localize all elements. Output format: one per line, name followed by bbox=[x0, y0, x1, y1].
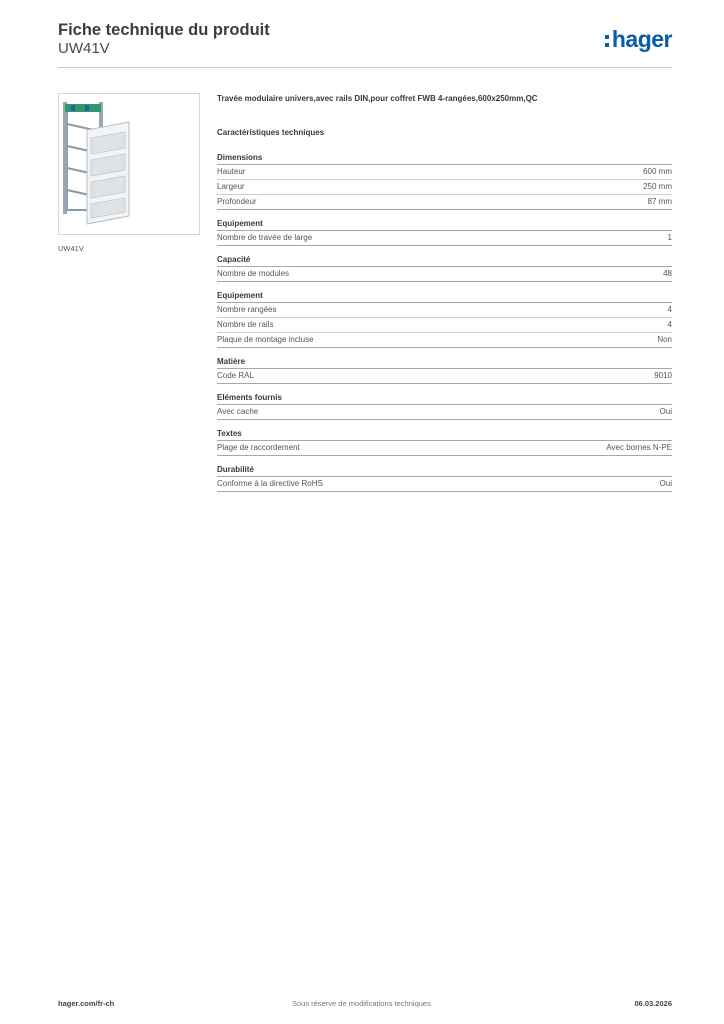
spec-value: Non bbox=[657, 335, 672, 344]
spec-label: Nombre de modules bbox=[217, 269, 290, 278]
spec-value: 87 mm bbox=[647, 197, 672, 206]
spec-row bbox=[217, 333, 672, 348]
characteristics-heading: Caractéristiques techniques bbox=[217, 128, 325, 137]
footer-date: 06.03.2026 bbox=[634, 999, 672, 1008]
spec-section bbox=[217, 153, 672, 210]
spec-row bbox=[217, 165, 672, 180]
spec-row bbox=[217, 195, 672, 210]
footer-disclaimer: Sous réserve de modifications techniques bbox=[292, 999, 431, 1008]
spec-section bbox=[217, 357, 672, 384]
spec-label: Avec cache bbox=[217, 407, 259, 416]
spec-label: Plage de raccordement bbox=[217, 443, 300, 452]
spec-row bbox=[217, 405, 672, 420]
spec-sections bbox=[217, 153, 672, 492]
section-title: Textes bbox=[217, 429, 672, 441]
product-image-caption: UW41V bbox=[58, 244, 84, 253]
section-title: Equipement bbox=[217, 219, 672, 231]
section-title: Eléments fournis bbox=[217, 393, 672, 405]
spec-row bbox=[217, 303, 672, 318]
spec-value: 1 bbox=[667, 233, 672, 242]
logo-text: hager bbox=[611, 26, 672, 52]
spec-label: Nombre de travée de large bbox=[217, 233, 313, 242]
spec-label: Conforme à la directive RoHS bbox=[217, 479, 323, 488]
section-title: Capacité bbox=[217, 255, 672, 267]
spec-value: Oui bbox=[659, 407, 672, 416]
spec-label: Plaque de montage incluse bbox=[217, 335, 314, 344]
section-title: Equipement bbox=[217, 291, 672, 303]
footer-website-link[interactable]: hager.com/fr-ch bbox=[58, 999, 115, 1008]
spec-row bbox=[217, 267, 672, 282]
spec-row bbox=[217, 318, 672, 333]
spec-label: Nombre de rails bbox=[217, 320, 274, 329]
spec-row bbox=[217, 369, 672, 384]
spec-section bbox=[217, 219, 672, 246]
spec-value: Oui bbox=[659, 479, 672, 488]
spec-value: Avec bornes N-PE bbox=[606, 443, 672, 452]
spec-row bbox=[217, 180, 672, 195]
spec-section bbox=[217, 291, 672, 348]
spec-label: Largeur bbox=[217, 182, 245, 191]
spec-label: Hauteur bbox=[217, 167, 246, 176]
spec-value: 250 mm bbox=[643, 182, 672, 191]
spec-row bbox=[217, 231, 672, 246]
section-title: Matière bbox=[217, 357, 672, 369]
distribution-frame-icon bbox=[59, 94, 199, 234]
logo-colon-icon bbox=[605, 32, 610, 48]
spec-section bbox=[217, 465, 672, 492]
page-title: Fiche technique du produit bbox=[58, 21, 270, 39]
section-title: Durabilité bbox=[217, 465, 672, 477]
spec-label: Code RAL bbox=[217, 371, 254, 380]
spec-label: Nombre rangées bbox=[217, 305, 277, 314]
product-description: Travée modulaire univers,avec rails DIN,pour coffret FWB 4-rangées,600x250mm,QC bbox=[217, 94, 538, 103]
spec-section bbox=[217, 255, 672, 282]
spec-row bbox=[217, 477, 672, 492]
spec-value: 4 bbox=[667, 305, 672, 314]
specifications bbox=[217, 94, 672, 501]
spec-row bbox=[217, 441, 672, 456]
spec-value: 600 mm bbox=[643, 167, 672, 176]
spec-value: 48 bbox=[663, 269, 672, 278]
spec-label: Profondeur bbox=[217, 197, 257, 206]
product-image bbox=[58, 93, 200, 235]
spec-value: 9010 bbox=[654, 371, 672, 380]
header-divider bbox=[58, 67, 672, 68]
product-reference: UW41V bbox=[58, 40, 110, 57]
spec-value: 4 bbox=[667, 320, 672, 329]
section-title: Dimensions bbox=[217, 153, 672, 165]
spec-section bbox=[217, 429, 672, 456]
hager-logo bbox=[605, 28, 672, 51]
spec-section bbox=[217, 393, 672, 420]
